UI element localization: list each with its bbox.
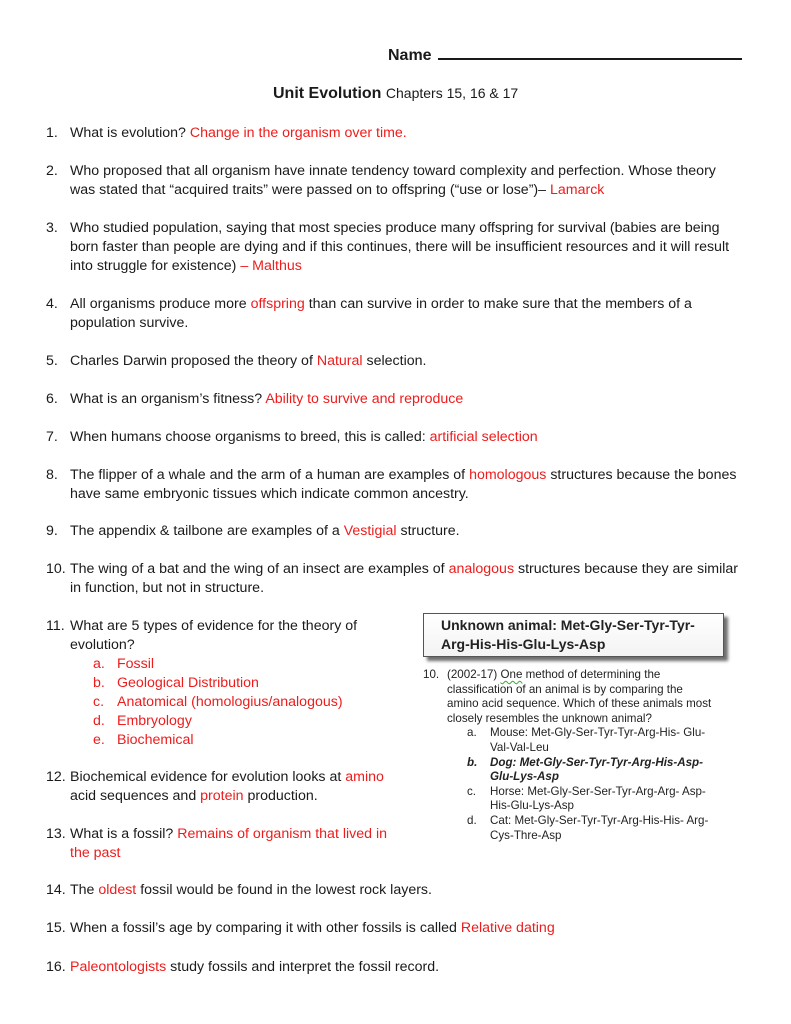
answer: Relative dating: [460, 920, 555, 936]
answer: artificial selection: [429, 429, 538, 445]
answer: Ability to survive and reproduce: [265, 391, 464, 407]
option-cat: d. Cat: Met-Gly-Ser-Tyr-Tyr-Arg-His-His- Arg- Cys-Thre-Asp: [467, 813, 709, 842]
list-item: d. Embryology: [93, 713, 192, 729]
answer: – Malthus: [240, 258, 302, 274]
answer: protein: [200, 788, 244, 804]
answer: oldest: [98, 882, 137, 898]
list-item: c. Anatomical (homologius/analogous): [93, 694, 343, 710]
answer: amino: [345, 769, 384, 785]
page-title: [273, 85, 518, 103]
name-label: Name: [388, 47, 432, 64]
answer: Remains of organism that lived in: [177, 826, 387, 842]
name-field-row: [388, 44, 742, 65]
unknown-animal-box: Unknown animal: Met-Gly-Ser-Tyr-Tyr- Arg-His-His-Glu-Lys-Asp: [423, 613, 724, 657]
answer: analogous: [448, 561, 515, 577]
option-dog-correct: b. Dog: Met-Gly-Ser-Tyr-Tyr-Arg-His-Asp- Glu-Lys-Asp: [467, 755, 703, 784]
answer: homologous: [469, 467, 547, 483]
answer: Natural: [316, 353, 363, 369]
option-horse: c. Horse: Met-Gly-Ser-Ser-Tyr-Arg-Arg- Asp- His-Glu-Lys-Asp: [467, 784, 706, 813]
answer: Paleontologists: [70, 959, 167, 975]
title-unit: Unit Evolution: [273, 85, 382, 102]
answer: Vestigial: [343, 523, 397, 539]
list-item: a. Fossil: [93, 656, 155, 672]
name-blank-line[interactable]: [438, 44, 742, 60]
list-item: e. Biochemical: [93, 732, 194, 748]
answer: the past: [70, 845, 121, 861]
inset-amino-acid-question: 10. (2002-17) One method of determining the classification of an animal is by comparing the amino acid sequence. Which of these animals most closely resembles the unknown animal? a. Mouse: Met-Gly-Ser-Tyr-Tyr-Arg-His- Glu- Val-Val-Leu b. Dog: Met-Gly-Ser-Tyr-Tyr-Arg-His-Asp- Glu-Lys-Asp c. Horse: Met-Gly-Ser-Ser-Tyr-Arg-Arg- Asp- His-Glu-Lys-Asp d. Cat: Met-Gly-Ser-Tyr-Tyr-Arg-His-His- Arg- Cys-Thre-Asp: [423, 668, 743, 843]
answer: Lamarck: [549, 182, 605, 198]
list-item: b. Geological Distribution: [93, 675, 259, 691]
option-mouse: a. Mouse: Met-Gly-Ser-Tyr-Tyr-Arg-His- Glu- Val-Val-Leu: [467, 726, 706, 754]
answer: Change in the organism over time.: [189, 125, 407, 141]
title-chapters: Chapters 15, 16 & 17: [385, 85, 519, 101]
answer: offspring: [250, 296, 305, 312]
evidence-list: [93, 655, 343, 750]
